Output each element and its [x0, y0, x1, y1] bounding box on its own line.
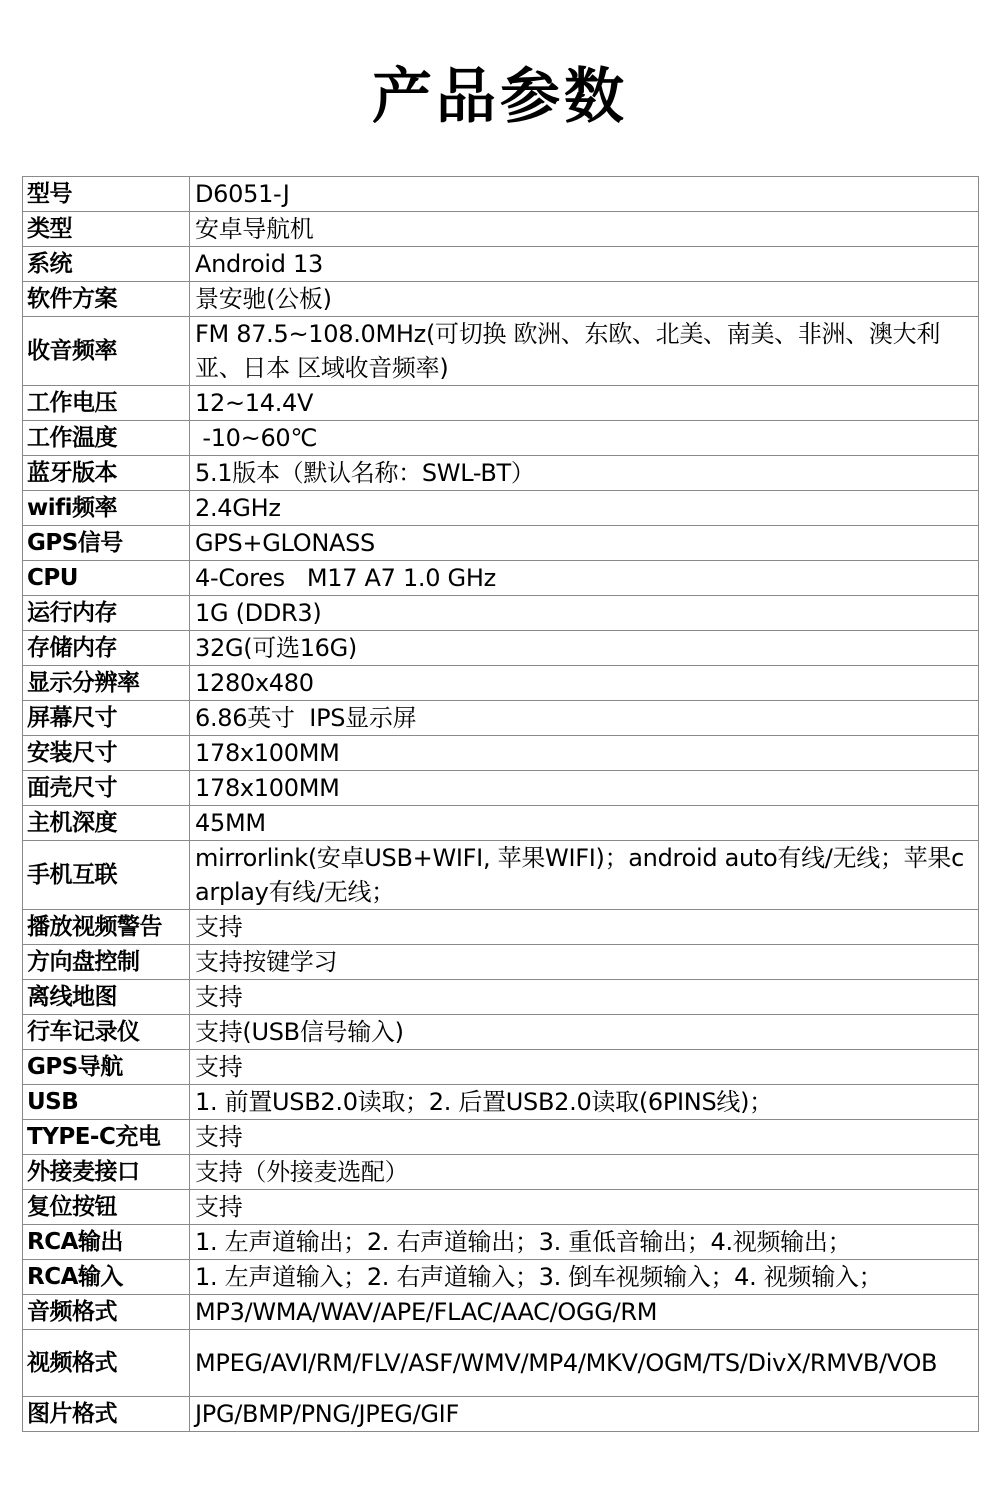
spec-label: 主机深度	[23, 806, 190, 841]
spec-value: 支持	[190, 1190, 979, 1225]
spec-label: RCA输出	[23, 1225, 190, 1260]
spec-value: 支持	[190, 1050, 979, 1085]
spec-value: 12~14.4V	[190, 386, 979, 421]
table-row	[23, 1120, 979, 1155]
spec-value: Android 13	[190, 247, 979, 282]
table-row	[23, 177, 979, 212]
table-row	[23, 317, 979, 386]
spec-label: TYPE-C充电	[23, 1120, 190, 1155]
spec-value: 支持	[190, 980, 979, 1015]
spec-label: 系统	[23, 247, 190, 282]
spec-label: 手机互联	[23, 841, 190, 910]
spec-value: 支持	[190, 910, 979, 945]
table-row	[23, 736, 979, 771]
table-row	[23, 1260, 979, 1295]
spec-value: 178x100MM	[190, 771, 979, 806]
table-row	[23, 282, 979, 317]
spec-value: 1. 前置USB2.0读取；2. 后置USB2.0读取(6PINS线)；	[190, 1085, 979, 1120]
table-row	[23, 631, 979, 666]
spec-value: 6.86英寸 IPS显示屏	[190, 701, 979, 736]
spec-value: 支持(USB信号输入)	[190, 1015, 979, 1050]
page-title: 产品参数	[372, 62, 628, 132]
spec-value: 支持按键学习	[190, 945, 979, 980]
spec-value: 安卓导航机	[190, 212, 979, 247]
spec-label: 类型	[23, 212, 190, 247]
spec-label: RCA输入	[23, 1260, 190, 1295]
spec-value: -10~60℃	[190, 421, 979, 456]
spec-label: 方向盘控制	[23, 945, 190, 980]
spec-label: 复位按钮	[23, 1190, 190, 1225]
table-row	[23, 980, 979, 1015]
spec-value: 1280x480	[190, 666, 979, 701]
spec-value: MP3/WMA/WAV/APE/FLAC/AAC/OGG/RM	[190, 1295, 979, 1330]
spec-value: 景安驰(公板)	[190, 282, 979, 317]
spec-value: 178x100MM	[190, 736, 979, 771]
table-row	[23, 247, 979, 282]
spec-value: 2.4GHz	[190, 491, 979, 526]
spec-value: 支持（外接麦选配）	[190, 1155, 979, 1190]
spec-label: 软件方案	[23, 282, 190, 317]
table-row	[23, 666, 979, 701]
table-row	[23, 1015, 979, 1050]
spec-label: 行车记录仪	[23, 1015, 190, 1050]
spec-label: wifi频率	[23, 491, 190, 526]
spec-value: GPS+GLONASS	[190, 526, 979, 561]
table-row	[23, 1050, 979, 1085]
spec-label: 屏幕尺寸	[23, 701, 190, 736]
table-row	[23, 561, 979, 596]
spec-label: 图片格式	[23, 1397, 190, 1432]
spec-value: 45MM	[190, 806, 979, 841]
table-row	[23, 491, 979, 526]
table-row	[23, 1155, 979, 1190]
spec-label: CPU	[23, 561, 190, 596]
table-row	[23, 701, 979, 736]
spec-label: 显示分辨率	[23, 666, 190, 701]
spec-label: 工作温度	[23, 421, 190, 456]
spec-value: mirrorlink(安卓USB+WIFI, 苹果WIFI)；android auto有线/无线；苹果carplay有线/无线；	[190, 841, 979, 910]
spec-value: 支持	[190, 1120, 979, 1155]
spec-value: 32G(可选16G)	[190, 631, 979, 666]
spec-label: 安装尺寸	[23, 736, 190, 771]
table-row	[23, 771, 979, 806]
spec-label: 外接麦接口	[23, 1155, 190, 1190]
table-row	[23, 1330, 979, 1397]
spec-label: 面壳尺寸	[23, 771, 190, 806]
spec-label: 工作电压	[23, 386, 190, 421]
spec-value: FM 87.5~108.0MHz(可切换 欧洲、东欧、北美、南美、非洲、澳大利亚、日本 区域收音频率)	[190, 317, 979, 386]
spec-label: GPS信号	[23, 526, 190, 561]
table-row	[23, 1225, 979, 1260]
spec-label: 蓝牙版本	[23, 456, 190, 491]
table-row	[23, 212, 979, 247]
spec-label: GPS导航	[23, 1050, 190, 1085]
table-row	[23, 1190, 979, 1225]
spec-label: 离线地图	[23, 980, 190, 1015]
spec-value: 1. 左声道输出；2. 右声道输出；3. 重低音输出；4.视频输出；	[190, 1225, 979, 1260]
table-row	[23, 421, 979, 456]
spec-label: 型号	[23, 177, 190, 212]
spec-label: 运行内存	[23, 596, 190, 631]
spec-value: D6051-J	[190, 177, 979, 212]
table-row	[23, 596, 979, 631]
spec-label: 视频格式	[23, 1330, 190, 1397]
table-row	[23, 526, 979, 561]
table-row	[23, 1085, 979, 1120]
table-row	[23, 910, 979, 945]
table-row	[23, 841, 979, 910]
spec-value: JPG/BMP/PNG/JPEG/GIF	[190, 1397, 979, 1432]
spec-label: 存储内存	[23, 631, 190, 666]
table-row	[23, 1295, 979, 1330]
table-row	[23, 1397, 979, 1432]
spec-value: MPEG/AVI/RM/FLV/ASF/WMV/MP4/MKV/OGM/TS/DivX/RMVB/VOB	[190, 1330, 979, 1397]
table-row	[23, 806, 979, 841]
table-row	[23, 386, 979, 421]
spec-label: 音频格式	[23, 1295, 190, 1330]
spec-label: USB	[23, 1085, 190, 1120]
spec-value: 5.1版本（默认名称：SWL-BT）	[190, 456, 979, 491]
spec-label: 收音频率	[23, 317, 190, 386]
spec-label: 播放视频警告	[23, 910, 190, 945]
spec-value: 1G (DDR3)	[190, 596, 979, 631]
table-row	[23, 456, 979, 491]
spec-value: 4-Cores M17 A7 1.0 GHz	[190, 561, 979, 596]
spec-value: 1. 左声道输入；2. 右声道输入；3. 倒车视频输入；4. 视频输入；	[190, 1260, 979, 1295]
table-row	[23, 945, 979, 980]
spec-table	[22, 176, 979, 1432]
